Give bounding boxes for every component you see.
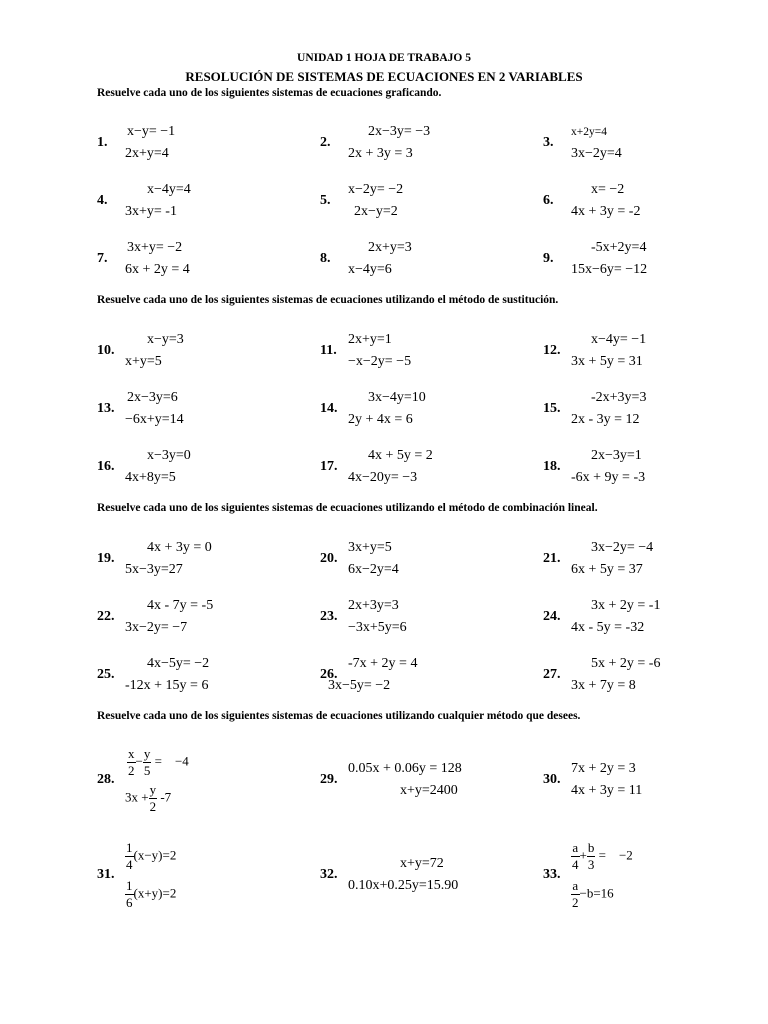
problem-27 <box>543 650 763 700</box>
section-instruction: Resuelve cada uno de los siguientes sistemas de ecuaciones utilizando el método de combinación lineal. <box>97 502 598 514</box>
problem-33 <box>543 840 763 916</box>
problem-number: 12. <box>543 343 561 358</box>
equation-line-2: 4x−20y= −3 <box>348 470 418 485</box>
equation-line-1: 3x+y=5 <box>348 540 392 555</box>
problem-number: 30. <box>543 772 561 787</box>
problem-32 <box>320 850 540 900</box>
equation-line-2: 2x - 3y = 12 <box>571 412 640 427</box>
problem-number: 25. <box>97 667 115 682</box>
problem-number: 27. <box>543 667 561 682</box>
equation-line-2: x−4y=6 <box>348 262 392 277</box>
problem-number: 1. <box>97 135 108 150</box>
equation-line-1: x−3y=0 <box>147 448 191 463</box>
equation-line-1: 2x+3y=3 <box>348 598 399 613</box>
equation-line-2: 0.10x+0.25y=15.90 <box>348 878 459 893</box>
problem-number: 22. <box>97 609 115 624</box>
equation-line-2: x+y=2400 <box>400 783 458 798</box>
equation-line-1: x−4y= −1 <box>591 332 647 347</box>
equation-line-1: -7x + 2y = 4 <box>348 656 418 671</box>
problem-29 <box>320 755 540 805</box>
fraction: $\frac{x}{2}$ <box>128 746 135 778</box>
problem-8 <box>320 234 540 284</box>
problem-28 <box>97 746 317 822</box>
equation-line-1: x+2y=4 <box>571 126 607 138</box>
equation-line-2: 3x−5y= −2 <box>328 678 391 693</box>
equation-line-1: x−4y=4 <box>147 182 191 197</box>
equation-line-1: 3x+y= −2 <box>127 240 183 255</box>
fraction: $\frac{a}{4}$ <box>572 840 579 872</box>
problem-number: 4. <box>97 193 108 208</box>
problem-11 <box>320 326 540 376</box>
problem-3 <box>543 118 763 168</box>
equation-line-1: 0.05x + 0.06y = 128 <box>348 761 462 776</box>
equation-line-1: 2x−3y=6 <box>127 390 178 405</box>
problem-30 <box>543 755 763 805</box>
section-instruction: Resuelve cada uno de los siguientes sistemas de ecuaciones graficando. <box>97 87 442 99</box>
equation-line-1: 5x + 2y = -6 <box>591 656 661 671</box>
problem-number: 32. <box>320 867 338 882</box>
equation-line-1: -5x+2y=4 <box>591 240 647 255</box>
equation-line-2: 3x + 5y = 31 <box>571 354 643 369</box>
equation-line-2: 2x−y=2 <box>354 204 398 219</box>
section-instruction: Resuelve cada uno de los siguientes sistemas de ecuaciones utilizando cualquier método que desees. <box>97 710 581 722</box>
equation-line-2: 3x−2y= −7 <box>125 620 188 635</box>
equation-line-1: 4x + 3y = 0 <box>147 540 212 555</box>
problem-number: 10. <box>97 343 115 358</box>
equation-line-2: 4x + 3y = -2 <box>571 204 641 219</box>
problem-5 <box>320 176 540 226</box>
equation-line-1: 3x−4y=10 <box>368 390 426 405</box>
equation-line-1: x−2y= −2 <box>348 182 404 197</box>
problem-number: 29. <box>320 772 338 787</box>
problem-9 <box>543 234 763 284</box>
problem-number: 17. <box>320 459 338 474</box>
problem-22 <box>97 592 317 642</box>
problem-25 <box>97 650 317 700</box>
equation-line-1: -2x+3y=3 <box>591 390 647 405</box>
problem-1 <box>97 118 317 168</box>
equation-line-2: 3x+y= -1 <box>125 204 177 219</box>
equation-line-1: 2x−3y= −3 <box>368 124 431 139</box>
problem-number: 18. <box>543 459 561 474</box>
equation-line-1: 7x + 2y = 3 <box>571 761 636 776</box>
equation-line-2: 6x + 5y = 37 <box>571 562 643 577</box>
problem-21 <box>543 534 763 584</box>
fraction: $\frac{b}{3}$ <box>587 840 595 872</box>
problem-31 <box>97 840 317 916</box>
equation-line-2: 4x + 3y = 11 <box>571 783 643 798</box>
equation-line-1: 4x + 5y = 2 <box>368 448 433 463</box>
problem-4 <box>97 176 317 226</box>
problem-number: 11. <box>320 343 337 358</box>
problem-number: 28. <box>97 772 115 787</box>
fraction: $\frac{1}{4}$ <box>126 840 133 872</box>
equation-line-1: x−y=3 <box>147 332 184 347</box>
equation-line-2: $\frac{1}{6}$ (x+y)=2 <box>126 878 177 910</box>
problem-23 <box>320 592 540 642</box>
equation-line-2: 3x + 7y = 8 <box>571 678 636 693</box>
problem-number: 15. <box>543 401 561 416</box>
problem-number: 9. <box>543 251 554 266</box>
problem-20 <box>320 534 540 584</box>
problem-18 <box>543 442 763 492</box>
equation-line-2: 15x−6y= −12 <box>571 262 648 277</box>
equation-line-2: 2x + 3y = 3 <box>348 146 413 161</box>
unit-heading: UNIDAD 1 HOJA DE TRABAJO 5 <box>297 52 471 64</box>
problem-number: 19. <box>97 551 115 566</box>
problem-6 <box>543 176 763 226</box>
problem-14 <box>320 384 540 434</box>
problem-number: 23. <box>320 609 338 624</box>
problem-number: 16. <box>97 459 115 474</box>
worksheet-title: RESOLUCIÓN DE SISTEMAS DE ECUACIONES EN 2 VARIABLES <box>185 69 583 84</box>
problem-number: 5. <box>320 193 331 208</box>
equation-line-1: x= −2 <box>591 182 625 197</box>
problem-number: 3. <box>543 135 554 150</box>
equation-line-2: 2y + 4x = 6 <box>348 412 413 427</box>
equation-line-2: -6x + 9y = -3 <box>571 470 646 485</box>
problem-15 <box>543 384 763 434</box>
equation-line-2: −x−2y= −5 <box>348 354 412 369</box>
problem-19 <box>97 534 317 584</box>
equation-line-1: 2x−3y=1 <box>591 448 642 463</box>
problem-16 <box>97 442 317 492</box>
equation-line-1: $\frac{x}{2}$ − $\frac{y}{5}$ = −4 <box>128 746 189 778</box>
equation-line-2: -12x + 15y = 6 <box>125 678 209 693</box>
fraction: $\frac{a}{2}$ <box>572 878 579 910</box>
problem-number: 21. <box>543 551 561 566</box>
equation-line-2: 4x+8y=5 <box>125 470 176 485</box>
equation-line-2: 6x−2y=4 <box>348 562 399 577</box>
problem-13 <box>97 384 317 434</box>
problem-7 <box>97 234 317 284</box>
problem-number: 20. <box>320 551 338 566</box>
problem-number: 8. <box>320 251 331 266</box>
equation-line-2: x+y=5 <box>125 354 162 369</box>
equation-line-1: 2x+y=1 <box>348 332 392 347</box>
equation-line-1: 3x−2y= −4 <box>591 540 654 555</box>
problem-number: 2. <box>320 135 331 150</box>
problem-number: 14. <box>320 401 338 416</box>
equation-line-2: $\frac{a}{2}$ −b=16 <box>572 878 614 910</box>
problem-number: 6. <box>543 193 554 208</box>
problem-12 <box>543 326 763 376</box>
problem-number: 13. <box>97 401 115 416</box>
equation-line-2: 5x−3y=27 <box>125 562 183 577</box>
problem-number: 7. <box>97 251 108 266</box>
fraction: $\frac{y}{5}$ <box>143 746 151 778</box>
equation-line-2: 2x+y=4 <box>125 146 169 161</box>
equation-line-1: 2x+y=3 <box>368 240 412 255</box>
equation-line-1: 4x - 7y = -5 <box>147 598 214 613</box>
problem-number: 26. <box>320 667 338 682</box>
equation-line-1: 4x−5y= −2 <box>147 656 210 671</box>
problem-26 <box>320 650 540 700</box>
equation-line-1: x−y= −1 <box>127 124 176 139</box>
problem-number: 24. <box>543 609 561 624</box>
problem-24 <box>543 592 763 642</box>
problem-number: 33. <box>543 867 561 882</box>
equation-line-2: −6x+y=14 <box>125 412 184 427</box>
equation-line-2: −3x+5y=6 <box>348 620 407 635</box>
problem-10 <box>97 326 317 376</box>
equation-line-2: 6x + 2y = 4 <box>125 262 190 277</box>
equation-line-1: x+y=72 <box>400 856 444 871</box>
equation-line-1: 3x + 2y = -1 <box>591 598 661 613</box>
fraction: $\frac{y}{2}$ <box>149 782 157 814</box>
problem-number: 31. <box>97 867 115 882</box>
equation-line-2: 3x−2y=4 <box>571 146 622 161</box>
equation-line-2: 3x + $\frac{y}{2}$ -7 <box>125 782 172 814</box>
section-instruction: Resuelve cada uno de los siguientes sistemas de ecuaciones utilizando el método de sustitución. <box>97 294 559 306</box>
equation-line-2: 4x - 5y = -32 <box>571 620 645 635</box>
problem-17 <box>320 442 540 492</box>
equation-line-1: $\frac{a}{4}$ + $\frac{b}{3}$ = −2 <box>572 840 633 872</box>
problem-2 <box>320 118 540 168</box>
fraction: $\frac{1}{6}$ <box>126 878 133 910</box>
equation-line-1: $\frac{1}{4}$ (x−y)=2 <box>126 840 177 872</box>
